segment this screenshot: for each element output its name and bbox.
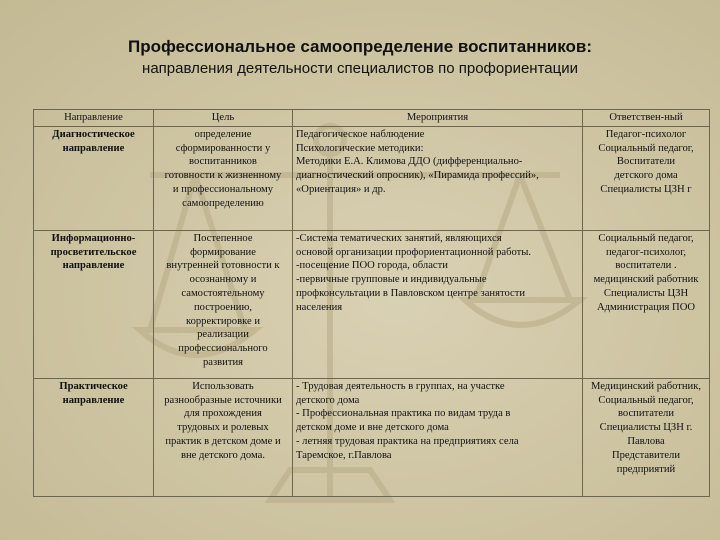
- direction-cell-line: Диагностическое: [52, 128, 135, 140]
- direction-cell: [34, 126, 154, 230]
- responsible-cell-line: воспитатели: [617, 408, 674, 420]
- responsible-cell-line: Специалисты ЦЗН г: [600, 183, 692, 195]
- direction-cell-line: направление: [62, 142, 125, 154]
- header-goal-label: Цель: [211, 112, 235, 123]
- goal-cell: [154, 230, 293, 378]
- goal-cell-line: трудовых и ролевых: [177, 422, 269, 434]
- events-cell-line: Педагогическое наблюдение: [296, 128, 425, 140]
- events-cell: [293, 126, 583, 230]
- header-events-label: Мероприятия: [406, 112, 469, 123]
- table-row: [34, 230, 710, 378]
- header-responsible-label: Ответствен-ный: [609, 112, 683, 123]
- page-subtitle: направления деятельности специалистов по профориентации: [142, 60, 578, 77]
- goal-cell-line: Постепенное: [193, 232, 253, 244]
- goal-cell-line: практик в детском доме и: [165, 435, 281, 447]
- goal-cell-line: самостоятельному: [181, 287, 265, 299]
- goal-cell: [154, 126, 293, 230]
- activity-table: [33, 109, 710, 497]
- responsible-cell-line: Социальный педагог,: [598, 232, 694, 244]
- responsible-cell-line: Администрация ПОО: [596, 301, 696, 313]
- events-cell-line: Методики Е.А. Климова ДДО (дифференциально-: [296, 156, 523, 168]
- goal-cell-line: для прохождения: [184, 408, 262, 420]
- responsible-cell-line: детского дома: [614, 170, 678, 182]
- events-cell-line: -первичные групповые и индивидуальные: [296, 274, 487, 286]
- goal-cell-line: реализации: [197, 329, 249, 341]
- responsible-cell: [583, 230, 710, 378]
- goal-cell-line: корректировке и: [185, 315, 260, 327]
- goal-cell: [154, 378, 293, 496]
- goal-cell-line: и профессиональному: [172, 183, 274, 195]
- responsible-cell-line: Представители: [611, 449, 681, 461]
- events-cell-line: Психологические методики:: [296, 142, 424, 154]
- direction-cell: [34, 230, 154, 378]
- goal-cell-line: вне детского дома.: [181, 449, 265, 461]
- events-cell-line: основой организации профориентационной работы.: [296, 246, 532, 258]
- responsible-cell-line: Специалисты ЦЗН г.: [599, 422, 693, 434]
- events-cell-line: «Ориентация» и др.: [296, 183, 386, 195]
- goal-cell-line: построению,: [193, 301, 253, 313]
- events-cell-line: Таремское, г.Павлова: [296, 449, 392, 461]
- table-row: [34, 126, 710, 230]
- direction-cell: [34, 378, 154, 496]
- table-header-row: [34, 110, 710, 127]
- responsible-cell-line: Педагог-психолог: [605, 128, 687, 140]
- events-cell: [293, 378, 583, 496]
- goal-cell-line: осознанному и: [189, 274, 257, 286]
- direction-cell-line: направление: [62, 394, 125, 406]
- goal-cell-line: Использовать: [192, 380, 254, 392]
- goal-cell-line: сформированности у: [175, 142, 271, 154]
- responsible-cell-line: предприятий: [616, 463, 676, 475]
- goal-cell-line: внутренней готовности к: [166, 260, 280, 272]
- responsible-cell-line: педагог-психолог,: [605, 246, 687, 258]
- responsible-cell-line: Воспитатели: [616, 156, 676, 168]
- direction-cell-line: Практическое: [59, 380, 128, 392]
- responsible-cell-line: Социальный педагог,: [598, 142, 694, 154]
- events-cell-line: детского дома: [296, 394, 360, 406]
- direction-cell-line: направление: [62, 260, 125, 272]
- responsible-cell: [583, 378, 710, 496]
- table-row: [34, 378, 710, 496]
- goal-cell-line: формирование: [190, 246, 256, 258]
- goal-cell-line: профессионального: [178, 343, 268, 355]
- goal-cell-line: разнообразные источники: [164, 394, 282, 406]
- events-cell-line: детском доме и вне детского дома: [296, 422, 449, 434]
- events-cell-line: - Профессиональная практика по видам труда в: [296, 408, 511, 420]
- goal-cell-line: развития: [202, 356, 244, 368]
- events-cell: [293, 230, 583, 378]
- responsible-cell-line: медицинский работник: [593, 274, 699, 286]
- header-direction-label: Направление: [64, 112, 123, 123]
- events-cell-line: - Трудовая деятельность в группах, на участке: [296, 380, 505, 392]
- goal-cell-line: самоопределению: [182, 197, 264, 209]
- header-events: [293, 110, 583, 127]
- events-cell-line: населения: [296, 301, 343, 313]
- events-cell-line: -Система тематических занятий, являющихся: [296, 232, 502, 244]
- events-cell-line: - летняя трудовая практика на предприятиях села: [296, 435, 519, 447]
- events-cell-line: профконсультации в Павловском центре занятости: [296, 287, 526, 299]
- goal-cell-line: готовности к жизненному: [164, 170, 282, 182]
- responsible-cell-line: Специалисты ЦЗН: [603, 287, 689, 299]
- responsible-cell-line: Социальный педагог,: [598, 394, 694, 406]
- responsible-cell-line: Павлова: [627, 435, 665, 447]
- goal-cell-line: воспитанников: [189, 156, 257, 168]
- direction-cell-line: просветительское: [50, 246, 137, 258]
- events-cell-line: -посещение ПОО города, области: [296, 260, 448, 272]
- responsible-cell: [583, 126, 710, 230]
- goal-cell-line: определение: [194, 128, 252, 140]
- direction-cell-line: Информационно-: [51, 232, 136, 244]
- header-responsible: [583, 110, 710, 127]
- header-goal: [154, 110, 293, 127]
- header-direction: [34, 110, 154, 127]
- page-title: Профессиональное самоопределение воспитанников:: [127, 37, 593, 56]
- responsible-cell-line: Медицинский работник,: [590, 380, 702, 392]
- responsible-cell-line: воспитатели .: [615, 260, 677, 272]
- events-cell-line: диагностический опросник), «Пирамида профессий»,: [296, 170, 539, 182]
